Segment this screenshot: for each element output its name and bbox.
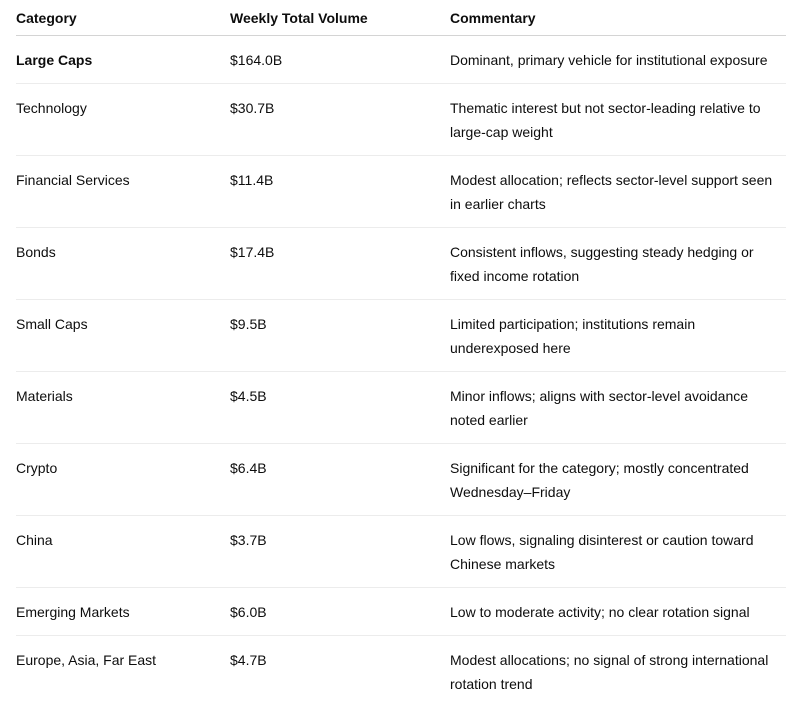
table-row (16, 156, 786, 228)
table-body (16, 36, 786, 707)
cell-category: Financial Services (16, 156, 230, 228)
cell-category: China (16, 516, 230, 588)
table-row (16, 444, 786, 516)
table-row (16, 84, 786, 156)
header-category: Category (16, 0, 230, 36)
etf-flows-table (16, 0, 786, 707)
cell-commentary: Modest allocations; no signal of strong international rotation trend (450, 636, 786, 707)
cell-volume: $9.5B (230, 300, 450, 372)
cell-commentary: Low flows, signaling disinterest or caution toward Chinese markets (450, 516, 786, 588)
cell-commentary: Limited participation; institutions remain underexposed here (450, 300, 786, 372)
header-commentary: Commentary (450, 0, 786, 36)
cell-volume: $11.4B (230, 156, 450, 228)
cell-commentary: Consistent inflows, suggesting steady hedging or fixed income rotation (450, 228, 786, 300)
table-header (16, 0, 786, 36)
cell-volume: $6.0B (230, 588, 450, 636)
table-row (16, 516, 786, 588)
cell-category: Small Caps (16, 300, 230, 372)
cell-category: Crypto (16, 444, 230, 516)
table-row (16, 300, 786, 372)
cell-volume: $17.4B (230, 228, 450, 300)
cell-commentary: Thematic interest but not sector-leading relative to large-cap weight (450, 84, 786, 156)
table-row (16, 636, 786, 707)
cell-category: Emerging Markets (16, 588, 230, 636)
cell-volume: $4.7B (230, 636, 450, 707)
cell-category: Technology (16, 84, 230, 156)
cell-volume: $4.5B (230, 372, 450, 444)
table-row (16, 372, 786, 444)
cell-category: Europe, Asia, Far East (16, 636, 230, 707)
cell-volume: $6.4B (230, 444, 450, 516)
etf-flows-table-container (16, 0, 786, 707)
cell-volume: $3.7B (230, 516, 450, 588)
cell-category: Large Caps (16, 36, 230, 84)
cell-volume: $30.7B (230, 84, 450, 156)
cell-commentary: Dominant, primary vehicle for institutional exposure (450, 36, 786, 84)
cell-commentary: Significant for the category; mostly concentrated Wednesday–Friday (450, 444, 786, 516)
cell-category: Bonds (16, 228, 230, 300)
table-row (16, 36, 786, 84)
header-row (16, 0, 786, 36)
cell-volume: $164.0B (230, 36, 450, 84)
cell-commentary: Low to moderate activity; no clear rotation signal (450, 588, 786, 636)
cell-commentary: Minor inflows; aligns with sector-level avoidance noted earlier (450, 372, 786, 444)
table-row (16, 588, 786, 636)
table-row (16, 228, 786, 300)
cell-commentary: Modest allocation; reflects sector-level support seen in earlier charts (450, 156, 786, 228)
cell-category: Materials (16, 372, 230, 444)
header-weekly-total-volume: Weekly Total Volume (230, 0, 450, 36)
